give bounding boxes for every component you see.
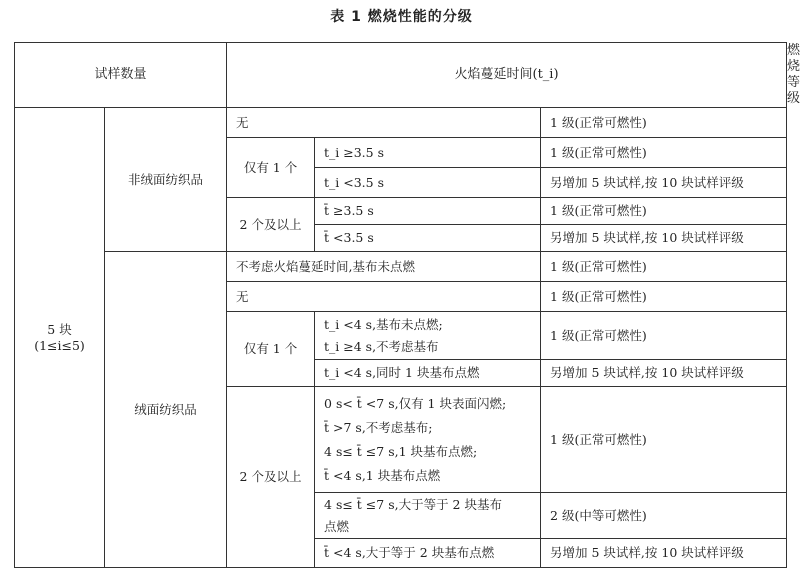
condition-cell: t_i ≥3.5 s bbox=[315, 138, 541, 168]
header-spread-time: 火焰蔓延时间(t_i) bbox=[227, 43, 787, 108]
grade-cell: 另增加 5 块试样,按 10 块试样评级 bbox=[541, 360, 787, 387]
table-caption: 表 1 燃烧性能的分级 bbox=[330, 9, 473, 25]
sample-count-line2: (1≤i≤5) bbox=[34, 337, 85, 353]
condition-line: t_i <4 s,基布未点燃; bbox=[324, 316, 443, 332]
burning-grade-table bbox=[14, 42, 801, 568]
grade-cell: 1 级(正常可燃性) bbox=[541, 108, 787, 138]
table-header-row: 试样数量 火焰蔓延时间(t_i) 燃烧等级 bbox=[15, 43, 787, 108]
grade-cell: 另增加 5 块试样,按 10 块试样评级 bbox=[541, 168, 787, 198]
grade-cell: 2 级(中等可燃性) bbox=[541, 493, 787, 539]
grade-cell: 另增加 5 块试样,按 10 块试样评级 bbox=[541, 225, 787, 252]
pile-none: 无 bbox=[227, 282, 541, 312]
condition-cell: t̄ <3.5 s bbox=[315, 225, 541, 252]
condition-line: 4 s≤ t̄ ≤7 s,1 块基布点燃; bbox=[324, 443, 478, 459]
non-pile-label: 非绒面纺织品 bbox=[105, 108, 227, 252]
non-pile-none: 无 bbox=[227, 108, 541, 138]
pile-label: 绒面纺织品 bbox=[105, 252, 227, 568]
condition-cell: t_i <4 s,同时 1 块基布点燃 bbox=[315, 360, 541, 387]
condition-cell: t_i <3.5 s bbox=[315, 168, 541, 198]
non-pile-only-one: 仅有 1 个 bbox=[227, 138, 315, 198]
sample-count-line1: 5 块 bbox=[47, 321, 72, 337]
table-row bbox=[15, 108, 787, 138]
non-pile-two-or-more: 2 个及以上 bbox=[227, 198, 315, 252]
grade-cell: 1 级(正常可燃性) bbox=[541, 312, 787, 360]
grade-cell: 1 级(正常可燃性) bbox=[541, 387, 787, 493]
condition-line: 4 s≤ t̄ ≤7 s,大于等于 2 块基布 bbox=[324, 496, 502, 512]
pile-only-one: 仅有 1 个 bbox=[227, 312, 315, 387]
condition-line: t̄ <4 s,1 块基布点燃 bbox=[324, 467, 441, 483]
condition-line: t_i ≥4 s,不考虑基布 bbox=[324, 338, 439, 354]
header-sample-count: 试样数量 bbox=[15, 43, 227, 108]
condition-cell: t̄ <4 s,大于等于 2 块基布点燃 bbox=[315, 539, 541, 568]
sample-count-cell bbox=[15, 108, 105, 568]
condition-line: 0 s< t̄ <7 s,仅有 1 块表面闪燃; bbox=[324, 395, 507, 411]
grade-cell: 1 级(正常可燃性) bbox=[541, 198, 787, 225]
condition-line: 点燃 bbox=[324, 518, 350, 534]
grade-cell: 1 级(正常可燃性) bbox=[541, 282, 787, 312]
condition-line: t̄ >7 s,不考虑基布; bbox=[324, 419, 433, 435]
condition-cell: t̄ ≥3.5 s bbox=[315, 198, 541, 225]
table-row bbox=[15, 252, 787, 282]
pile-two-or-more: 2 个及以上 bbox=[227, 387, 315, 568]
grade-cell: 另增加 5 块试样,按 10 块试样评级 bbox=[541, 539, 787, 568]
grade-cell: 1 级(正常可燃性) bbox=[541, 138, 787, 168]
condition-cell bbox=[315, 387, 541, 493]
grade-cell: 1 级(正常可燃性) bbox=[541, 252, 787, 282]
condition-cell bbox=[315, 312, 541, 360]
pile-ignore-spread: 不考虑火焰蔓延时间,基布未点燃 bbox=[227, 252, 541, 282]
